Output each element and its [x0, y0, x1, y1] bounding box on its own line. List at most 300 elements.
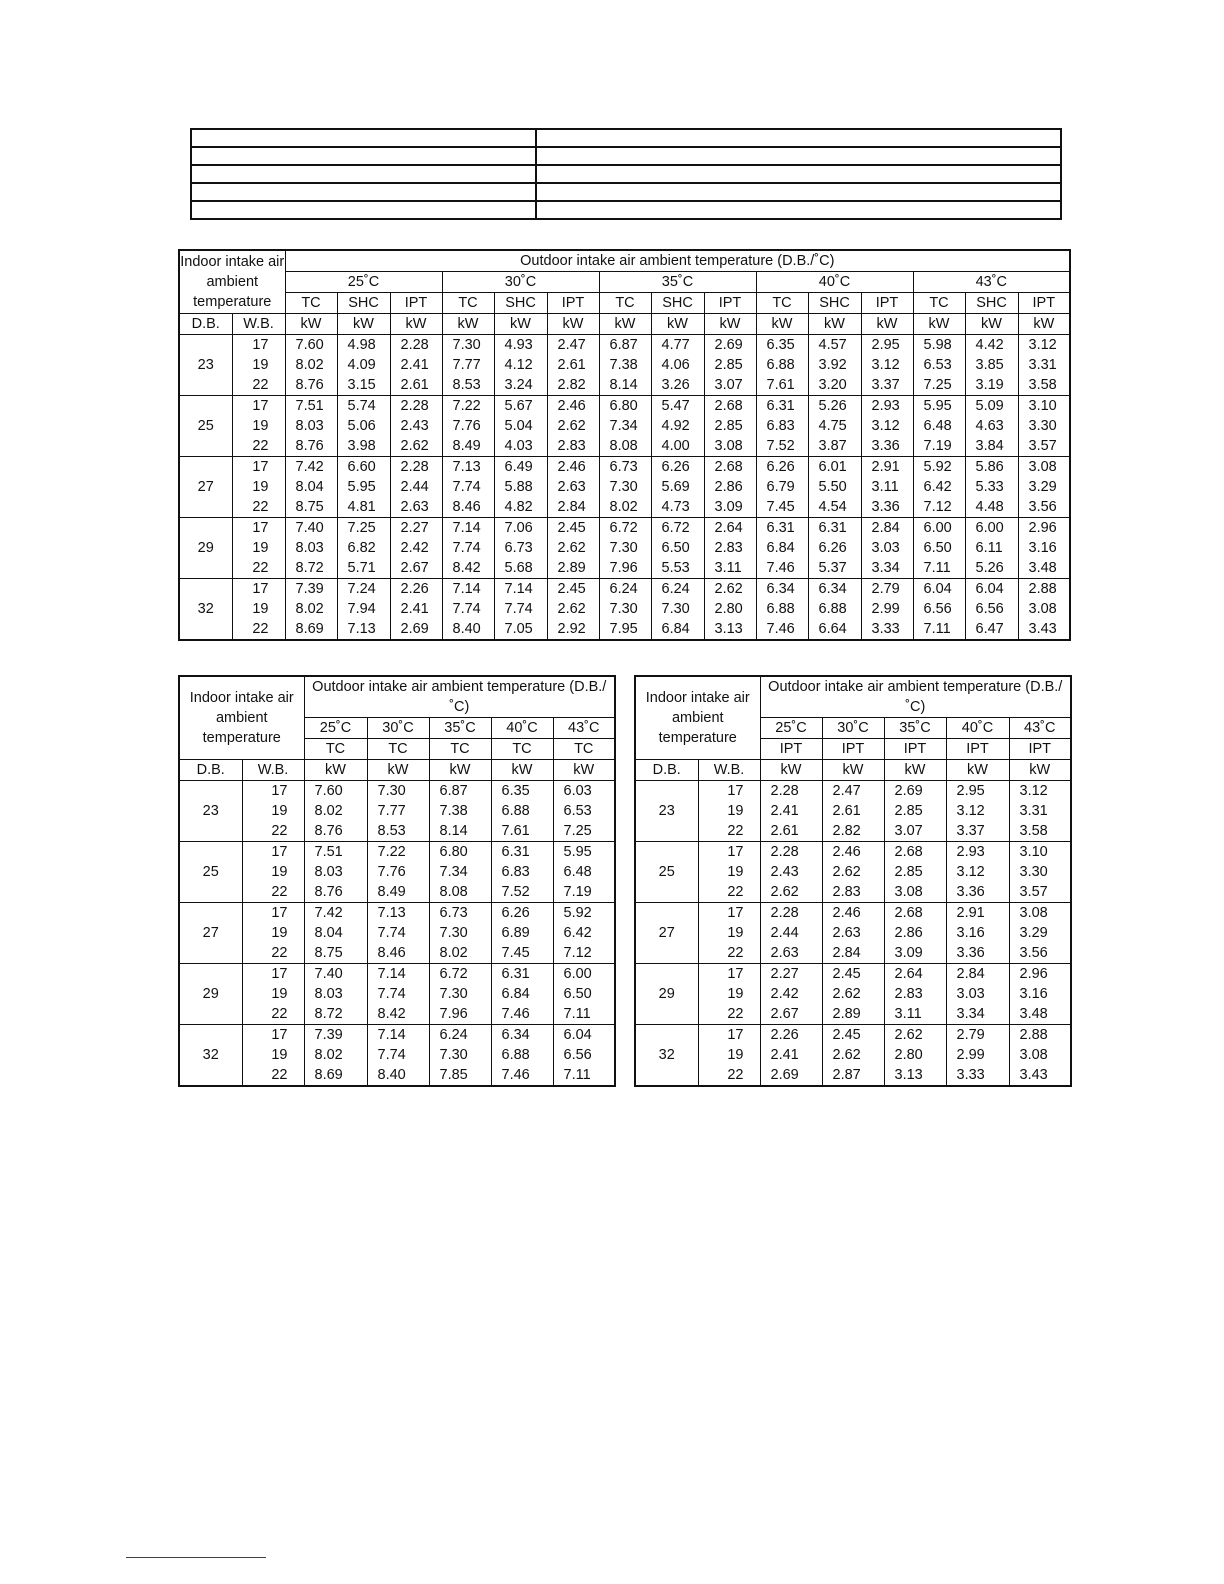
unit-label: kW — [861, 314, 913, 335]
unit-label: kW — [965, 314, 1018, 335]
cell-value: 4.12 — [494, 355, 547, 375]
cell-value: 2.63 — [760, 943, 822, 964]
cell-value: 2.87 — [822, 1065, 884, 1086]
wb-value: 17 — [232, 396, 285, 417]
cell-value: 6.00 — [965, 518, 1018, 539]
cell-value: 7.40 — [285, 518, 337, 539]
cell-value: 7.74 — [442, 477, 494, 497]
cell-value: 8.76 — [285, 375, 337, 396]
cell-value: 6.04 — [965, 579, 1018, 600]
cell-value: 3.15 — [337, 375, 390, 396]
cell-value: 7.24 — [337, 579, 390, 600]
cell-value: 2.62 — [390, 436, 442, 457]
table-row — [179, 497, 1070, 518]
db-value: 23 — [179, 335, 232, 396]
cell-value: 6.50 — [913, 538, 965, 558]
cell-value: 8.14 — [599, 375, 651, 396]
cell-value: 3.87 — [808, 436, 861, 457]
db-value: 29 — [635, 964, 698, 1025]
cell-value: 2.67 — [390, 558, 442, 579]
metric-header-tc: TC — [913, 293, 965, 314]
wb-value: 17 — [698, 903, 760, 924]
wb-value: 22 — [698, 821, 760, 842]
cell-value: 7.39 — [304, 1025, 367, 1046]
cell-value: 3.85 — [965, 355, 1018, 375]
cell-value: 8.46 — [367, 943, 429, 964]
cell-value: 6.72 — [599, 518, 651, 539]
wb-value: 19 — [232, 477, 285, 497]
cell-value: 3.98 — [337, 436, 390, 457]
cell-value: 2.45 — [822, 1025, 884, 1046]
input-power-table — [634, 675, 1072, 1087]
cell-value: 6.35 — [756, 335, 808, 356]
cell-value: 6.31 — [491, 964, 553, 985]
cell-value: 8.02 — [304, 1045, 367, 1065]
cell-value: 8.08 — [599, 436, 651, 457]
metric-header-ipt: IPT — [704, 293, 756, 314]
cell-value: 3.10 — [1009, 842, 1071, 863]
cell-value: 2.85 — [704, 416, 756, 436]
table-row — [179, 984, 615, 1004]
indoor-temp-header: Indoor intake air ambient temperature — [635, 676, 760, 760]
wb-value: 17 — [698, 781, 760, 802]
cell-value: 7.39 — [285, 579, 337, 600]
cell-value: 7.05 — [494, 619, 547, 640]
cell-value: 7.14 — [442, 579, 494, 600]
unit-label: kW — [304, 760, 367, 781]
cell-value: 6.00 — [553, 964, 615, 985]
outdoor-temp-col: 30˚C — [367, 718, 429, 739]
cell-value: 7.74 — [494, 599, 547, 619]
table-row — [179, 457, 1070, 478]
table-row — [635, 781, 1071, 802]
cell-value: 2.62 — [547, 599, 599, 619]
db-value: 27 — [179, 457, 232, 518]
cell-value: 2.96 — [1018, 518, 1070, 539]
cell-value: 7.74 — [367, 923, 429, 943]
table-row — [179, 416, 1070, 436]
cell-value: 2.84 — [861, 518, 913, 539]
wb-value: 19 — [242, 862, 304, 882]
table-row — [179, 1045, 615, 1065]
cell-value: 3.12 — [946, 801, 1009, 821]
cell-value: 2.82 — [547, 375, 599, 396]
cell-value: 2.47 — [547, 335, 599, 356]
cell-value: 7.46 — [756, 619, 808, 640]
cell-value: 4.06 — [651, 355, 704, 375]
cell-value: 8.03 — [285, 538, 337, 558]
cell-value: 2.84 — [946, 964, 1009, 985]
cell-value: 6.26 — [491, 903, 553, 924]
cell-value: 6.64 — [808, 619, 861, 640]
unit-label: kW — [553, 760, 615, 781]
cell-value: 7.34 — [599, 416, 651, 436]
cell-value: 6.42 — [553, 923, 615, 943]
total-capacity-table — [178, 675, 616, 1087]
metric-header-tc: TC — [553, 739, 615, 760]
cell-value: 5.68 — [494, 558, 547, 579]
cell-value: 6.80 — [599, 396, 651, 417]
cell-value: 3.31 — [1018, 355, 1070, 375]
cell-value: 6.11 — [965, 538, 1018, 558]
cell-value: 2.63 — [390, 497, 442, 518]
metric-header-ipt: IPT — [946, 739, 1009, 760]
cell-value: 6.73 — [494, 538, 547, 558]
table-row — [179, 781, 615, 802]
cell-value: 6.56 — [913, 599, 965, 619]
cell-value: 3.11 — [861, 477, 913, 497]
db-value: 23 — [179, 781, 242, 842]
table-row — [635, 882, 1071, 903]
wb-value: 22 — [242, 1004, 304, 1025]
cell-value: 2.64 — [704, 518, 756, 539]
cell-value: 2.82 — [822, 821, 884, 842]
cell-value: 3.11 — [884, 1004, 946, 1025]
cell-value: 6.26 — [651, 457, 704, 478]
cell-value: 8.75 — [285, 497, 337, 518]
cell-value: 5.95 — [337, 477, 390, 497]
cell-value: 2.79 — [946, 1025, 1009, 1046]
cell-value: 2.86 — [704, 477, 756, 497]
table-row — [179, 599, 1070, 619]
cell-value: 2.86 — [884, 923, 946, 943]
cell-value: 3.03 — [861, 538, 913, 558]
cell-value: 3.11 — [704, 558, 756, 579]
table-row — [179, 1065, 615, 1086]
cell-value: 3.12 — [946, 862, 1009, 882]
db-value: 25 — [635, 842, 698, 903]
cell-value: 7.74 — [442, 538, 494, 558]
cell-value: 3.19 — [965, 375, 1018, 396]
cell-value: 2.91 — [861, 457, 913, 478]
cell-value: 7.30 — [599, 477, 651, 497]
cell-value: 6.49 — [494, 457, 547, 478]
metric-header-ipt: IPT — [884, 739, 946, 760]
outdoor-temp-col: 40˚C — [946, 718, 1009, 739]
wb-value: 22 — [698, 1065, 760, 1086]
cell-value: 6.88 — [491, 1045, 553, 1065]
cell-value: 5.95 — [913, 396, 965, 417]
cell-value: 2.41 — [760, 801, 822, 821]
cell-value: 2.64 — [884, 964, 946, 985]
db-value: 29 — [179, 964, 242, 1025]
cell-value: 7.13 — [367, 903, 429, 924]
cell-value: 3.43 — [1018, 619, 1070, 640]
cell-value: 7.12 — [913, 497, 965, 518]
cell-value: 3.09 — [704, 497, 756, 518]
cell-value: 4.82 — [494, 497, 547, 518]
unit-label: kW — [913, 314, 965, 335]
cell-value: 6.00 — [913, 518, 965, 539]
cell-value: 2.99 — [861, 599, 913, 619]
cell-value: 3.29 — [1018, 477, 1070, 497]
cell-value: 4.48 — [965, 497, 1018, 518]
cell-value: 2.80 — [884, 1045, 946, 1065]
cell-value: 7.85 — [429, 1065, 491, 1086]
unit-label: kW — [599, 314, 651, 335]
cell-value: 8.02 — [429, 943, 491, 964]
cell-value: 8.02 — [599, 497, 651, 518]
table-row — [635, 903, 1071, 924]
cell-value: 3.12 — [1018, 335, 1070, 356]
wb-value: 19 — [698, 984, 760, 1004]
cell-value: 2.43 — [390, 416, 442, 436]
cell-value: 6.31 — [756, 518, 808, 539]
outdoor-temp-col: 43˚C — [553, 718, 615, 739]
cell-value: 2.84 — [822, 943, 884, 964]
cell-value: 2.83 — [547, 436, 599, 457]
cell-value: 8.14 — [429, 821, 491, 842]
cell-value: 2.68 — [884, 903, 946, 924]
cell-value: 6.89 — [491, 923, 553, 943]
table-row — [179, 518, 1070, 539]
cell-value: 7.74 — [367, 984, 429, 1004]
wb-value: 17 — [242, 1025, 304, 1046]
cell-value: 7.46 — [491, 1004, 553, 1025]
cell-value: 7.40 — [304, 964, 367, 985]
cell-value: 7.19 — [553, 882, 615, 903]
db-value: 32 — [635, 1025, 698, 1087]
wb-value: 22 — [698, 882, 760, 903]
cell-value: 6.26 — [756, 457, 808, 478]
cell-value: 8.75 — [304, 943, 367, 964]
table-row — [635, 1004, 1071, 1025]
cell-value: 3.48 — [1009, 1004, 1071, 1025]
spec-row — [191, 183, 1061, 201]
cell-value: 3.84 — [965, 436, 1018, 457]
wb-header: W.B. — [242, 760, 304, 781]
table-row — [179, 923, 615, 943]
cell-value: 3.43 — [1009, 1065, 1071, 1086]
cell-value: 8.02 — [285, 599, 337, 619]
cell-value: 6.88 — [756, 355, 808, 375]
cell-value: 2.83 — [884, 984, 946, 1004]
cell-value: 7.77 — [442, 355, 494, 375]
cell-value: 3.33 — [861, 619, 913, 640]
cell-value: 6.01 — [808, 457, 861, 478]
cell-value: 2.45 — [547, 579, 599, 600]
table-row — [179, 1004, 615, 1025]
outdoor-temp-col: 25˚C — [304, 718, 367, 739]
outdoor-temp-col: 30˚C — [822, 718, 884, 739]
cell-value: 7.22 — [367, 842, 429, 863]
wb-value: 19 — [242, 923, 304, 943]
cell-value: 4.98 — [337, 335, 390, 356]
cell-value: 2.28 — [760, 903, 822, 924]
cell-value: 4.03 — [494, 436, 547, 457]
cell-value: 2.43 — [760, 862, 822, 882]
cell-value: 7.14 — [367, 964, 429, 985]
cell-value: 7.12 — [553, 943, 615, 964]
cell-value: 2.62 — [822, 984, 884, 1004]
cell-value: 3.36 — [861, 436, 913, 457]
metric-header-tc: TC — [442, 293, 494, 314]
cell-value: 2.63 — [822, 923, 884, 943]
unit-label: kW — [808, 314, 861, 335]
cell-value: 6.56 — [553, 1045, 615, 1065]
cell-value: 7.11 — [553, 1065, 615, 1086]
db-header: D.B. — [635, 760, 698, 781]
cell-value: 6.88 — [756, 599, 808, 619]
cell-value: 5.92 — [913, 457, 965, 478]
cell-value: 2.41 — [390, 599, 442, 619]
cell-value: 2.27 — [760, 964, 822, 985]
cell-value: 2.62 — [822, 862, 884, 882]
cell-value: 2.83 — [704, 538, 756, 558]
cell-value: 5.47 — [651, 396, 704, 417]
unit-label: kW — [651, 314, 704, 335]
wb-value: 17 — [242, 903, 304, 924]
cell-value: 3.07 — [704, 375, 756, 396]
cell-value: 2.69 — [884, 781, 946, 802]
cell-value: 3.26 — [651, 375, 704, 396]
table-row — [635, 821, 1071, 842]
cell-value: 2.93 — [861, 396, 913, 417]
cell-value: 2.68 — [704, 457, 756, 478]
cell-value: 3.34 — [861, 558, 913, 579]
cell-value: 7.11 — [913, 558, 965, 579]
table-row — [179, 375, 1070, 396]
table-row — [179, 943, 615, 964]
cell-value: 6.73 — [599, 457, 651, 478]
cell-value: 2.62 — [547, 538, 599, 558]
cell-value: 5.09 — [965, 396, 1018, 417]
wb-value: 22 — [698, 943, 760, 964]
metric-header-ipt: IPT — [547, 293, 599, 314]
cell-value: 4.09 — [337, 355, 390, 375]
cell-value: 7.30 — [442, 335, 494, 356]
cell-value: 5.74 — [337, 396, 390, 417]
table-row — [635, 943, 1071, 964]
cell-value: 7.11 — [553, 1004, 615, 1025]
table-row — [635, 1025, 1071, 1046]
cell-value: 2.61 — [822, 801, 884, 821]
cell-value: 2.92 — [547, 619, 599, 640]
unit-label: kW — [390, 314, 442, 335]
cell-value: 7.30 — [429, 923, 491, 943]
unit-label: kW — [704, 314, 756, 335]
cell-value: 2.46 — [822, 842, 884, 863]
cell-value: 5.06 — [337, 416, 390, 436]
metric-header-tc: TC — [491, 739, 553, 760]
cell-value: 8.53 — [442, 375, 494, 396]
cell-value: 2.45 — [822, 964, 884, 985]
cell-value: 5.50 — [808, 477, 861, 497]
table-row — [179, 842, 615, 863]
db-value: 27 — [179, 903, 242, 964]
cell-value: 3.56 — [1018, 497, 1070, 518]
cell-value: 7.46 — [491, 1065, 553, 1086]
wb-header: W.B. — [698, 760, 760, 781]
cell-value: 8.03 — [304, 984, 367, 1004]
cell-value: 7.38 — [429, 801, 491, 821]
cell-value: 6.84 — [651, 619, 704, 640]
unit-label: kW — [367, 760, 429, 781]
wb-value: 22 — [232, 619, 285, 640]
cell-value: 7.25 — [913, 375, 965, 396]
outdoor-temp-header: Outdoor intake air ambient temperature (D.B./˚C) — [304, 676, 615, 718]
cell-value: 5.71 — [337, 558, 390, 579]
cell-value: 2.63 — [547, 477, 599, 497]
metric-header-tc: TC — [599, 293, 651, 314]
cell-value: 2.85 — [884, 801, 946, 821]
cell-value: 3.33 — [946, 1065, 1009, 1086]
cell-value: 2.95 — [946, 781, 1009, 802]
cell-value: 6.34 — [491, 1025, 553, 1046]
outdoor-temp-25: 25˚C — [285, 272, 442, 293]
wb-value: 19 — [242, 984, 304, 1004]
outdoor-temp-30: 30˚C — [442, 272, 599, 293]
db-value: 32 — [179, 1025, 242, 1087]
cell-value: 2.95 — [861, 335, 913, 356]
cell-value: 7.14 — [442, 518, 494, 539]
outdoor-temp-35: 35˚C — [599, 272, 756, 293]
table-row — [635, 801, 1071, 821]
cell-value: 2.69 — [760, 1065, 822, 1086]
cell-value: 8.04 — [285, 477, 337, 497]
cell-value: 8.72 — [304, 1004, 367, 1025]
spec-table — [190, 128, 1062, 220]
cell-value: 3.36 — [861, 497, 913, 518]
cell-value: 3.12 — [861, 355, 913, 375]
metric-header-shc: SHC — [494, 293, 547, 314]
wb-value: 22 — [242, 821, 304, 842]
cell-value: 2.69 — [390, 619, 442, 640]
cell-value: 7.13 — [442, 457, 494, 478]
table-row — [635, 964, 1071, 985]
unit-label: kW — [760, 760, 822, 781]
cell-value: 3.31 — [1009, 801, 1071, 821]
metric-header-ipt: IPT — [1018, 293, 1070, 314]
cell-value: 2.26 — [760, 1025, 822, 1046]
indoor-temp-header: Indoor intake air ambient temperature — [179, 250, 285, 314]
spec-row — [191, 201, 1061, 219]
cell-value: 4.63 — [965, 416, 1018, 436]
cell-value: 7.13 — [337, 619, 390, 640]
metric-header-ipt: IPT — [822, 739, 884, 760]
cell-value: 7.52 — [491, 882, 553, 903]
cell-value: 6.83 — [756, 416, 808, 436]
cell-value: 4.77 — [651, 335, 704, 356]
cell-value: 6.88 — [491, 801, 553, 821]
spec-row — [191, 129, 1061, 147]
outdoor-temp-col: 40˚C — [491, 718, 553, 739]
cell-value: 8.76 — [285, 436, 337, 457]
unit-label: kW — [494, 314, 547, 335]
cell-value: 7.52 — [756, 436, 808, 457]
metric-header-tc: TC — [285, 293, 337, 314]
cell-value: 7.25 — [553, 821, 615, 842]
cell-value: 8.49 — [367, 882, 429, 903]
table-row — [179, 801, 615, 821]
cell-value: 4.93 — [494, 335, 547, 356]
wb-value: 19 — [232, 599, 285, 619]
cell-value: 7.30 — [367, 781, 429, 802]
wb-value: 22 — [232, 436, 285, 457]
cell-value: 4.92 — [651, 416, 704, 436]
cell-value: 5.92 — [553, 903, 615, 924]
cell-value: 2.67 — [760, 1004, 822, 1025]
cell-value: 8.02 — [285, 355, 337, 375]
cell-value: 2.47 — [822, 781, 884, 802]
cell-value: 8.40 — [367, 1065, 429, 1086]
cell-value: 6.50 — [651, 538, 704, 558]
cell-value: 6.31 — [756, 396, 808, 417]
cell-value: 8.03 — [285, 416, 337, 436]
cell-value: 6.50 — [553, 984, 615, 1004]
wb-value: 17 — [232, 457, 285, 478]
cell-value: 2.28 — [390, 396, 442, 417]
